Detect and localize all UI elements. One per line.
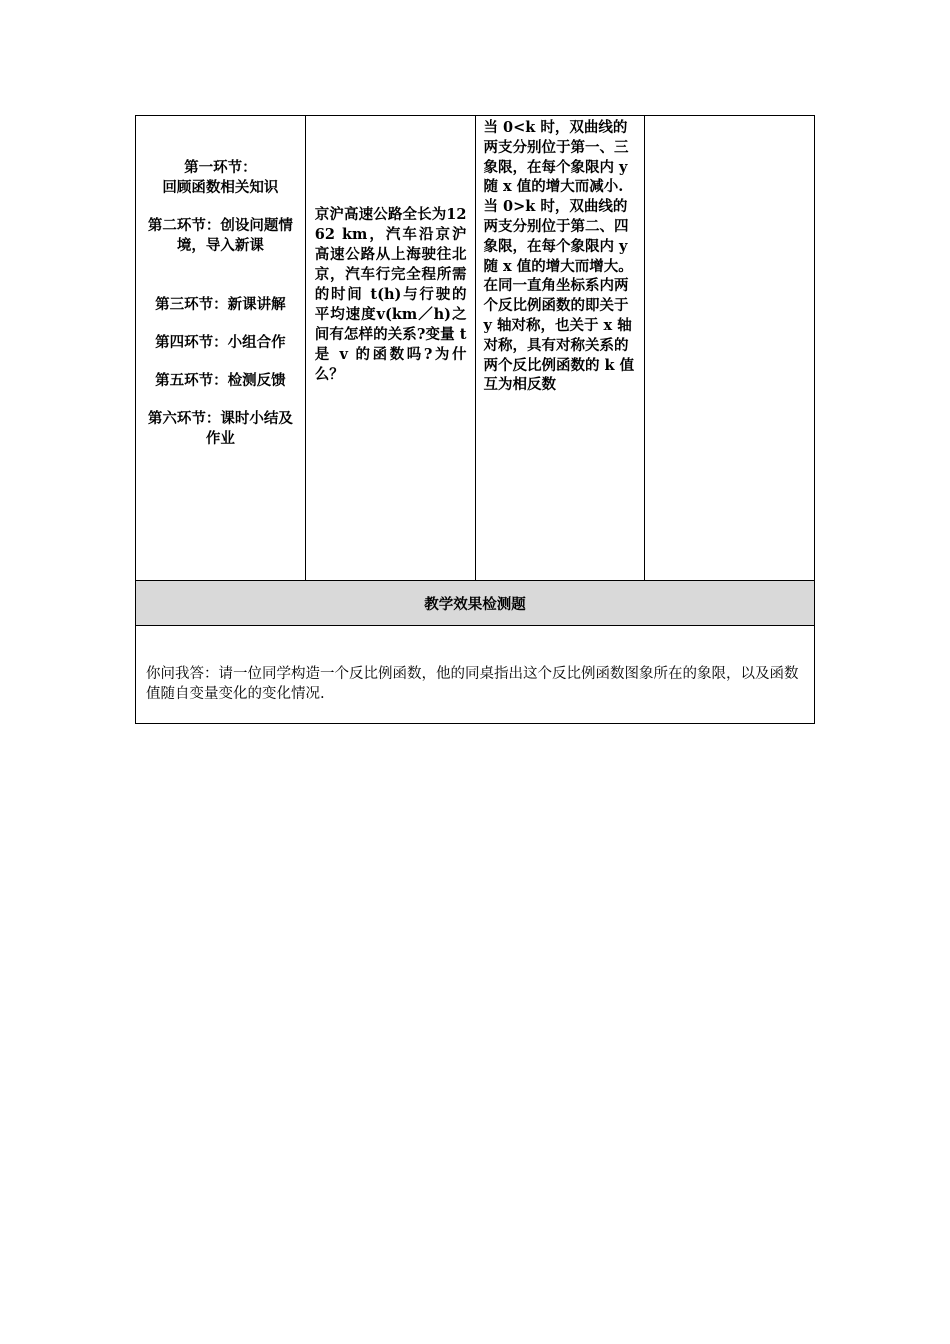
stage-3: 第三环节：新课讲解 xyxy=(155,296,286,313)
knowledge-point-1: 当 0<k 时，双曲线的两支分别位于第一、三象限，在每个象限内 y 随 x 值的增大而减小. xyxy=(483,119,629,196)
section-header-row xyxy=(136,581,815,626)
knowledge-point-2: 当 0>k 时，双曲线的两支分别位于第二、四象限，在每个象限内 y 随 x 值的增大而增大。 xyxy=(483,198,633,275)
test-cell xyxy=(136,626,815,724)
lesson-row xyxy=(136,116,815,581)
test-row xyxy=(136,626,815,724)
stage-2: 第二环节：创设问题情境，导入新课 xyxy=(147,217,293,254)
knowledge-cell xyxy=(475,116,645,581)
question-cell xyxy=(305,116,475,581)
section-header: 教学效果检测题 xyxy=(136,581,815,626)
stage-1-title: 第一环节： xyxy=(184,159,257,176)
stage-4: 第四环节：小组合作 xyxy=(155,334,286,351)
stages-cell xyxy=(136,116,306,581)
knowledge-point-3: 在同一直角坐标系内两个反比例函数的即关于 y 轴对称，也关于 x 轴对称，具有对称关系的两个反比例函数的 k 值互为相反数 xyxy=(483,277,635,394)
lesson-plan-table xyxy=(135,115,815,724)
stage-1-content: 回顾函数相关知识 xyxy=(162,179,279,196)
stage-5: 第五环节：检测反馈 xyxy=(155,372,286,389)
stage-6: 第六环节：课时小结及作业 xyxy=(147,410,293,447)
question-text: 京沪高速公路全长为1262 km，汽车沿京沪高速公路从上海驶往北京，汽车行完全程所需的时间 t(h)与行驶的平均速度v(km／h)之间有怎样的关系?变量 t 是 v 的函数吗?为什么？ xyxy=(314,206,467,383)
empty-cell xyxy=(645,116,815,581)
test-question: 你问我答：请一位同学构造一个反比例函数，他的同桌指出这个反比例函数图象所在的象限，以及函数值随自变量变化的变化情况. xyxy=(146,666,799,702)
